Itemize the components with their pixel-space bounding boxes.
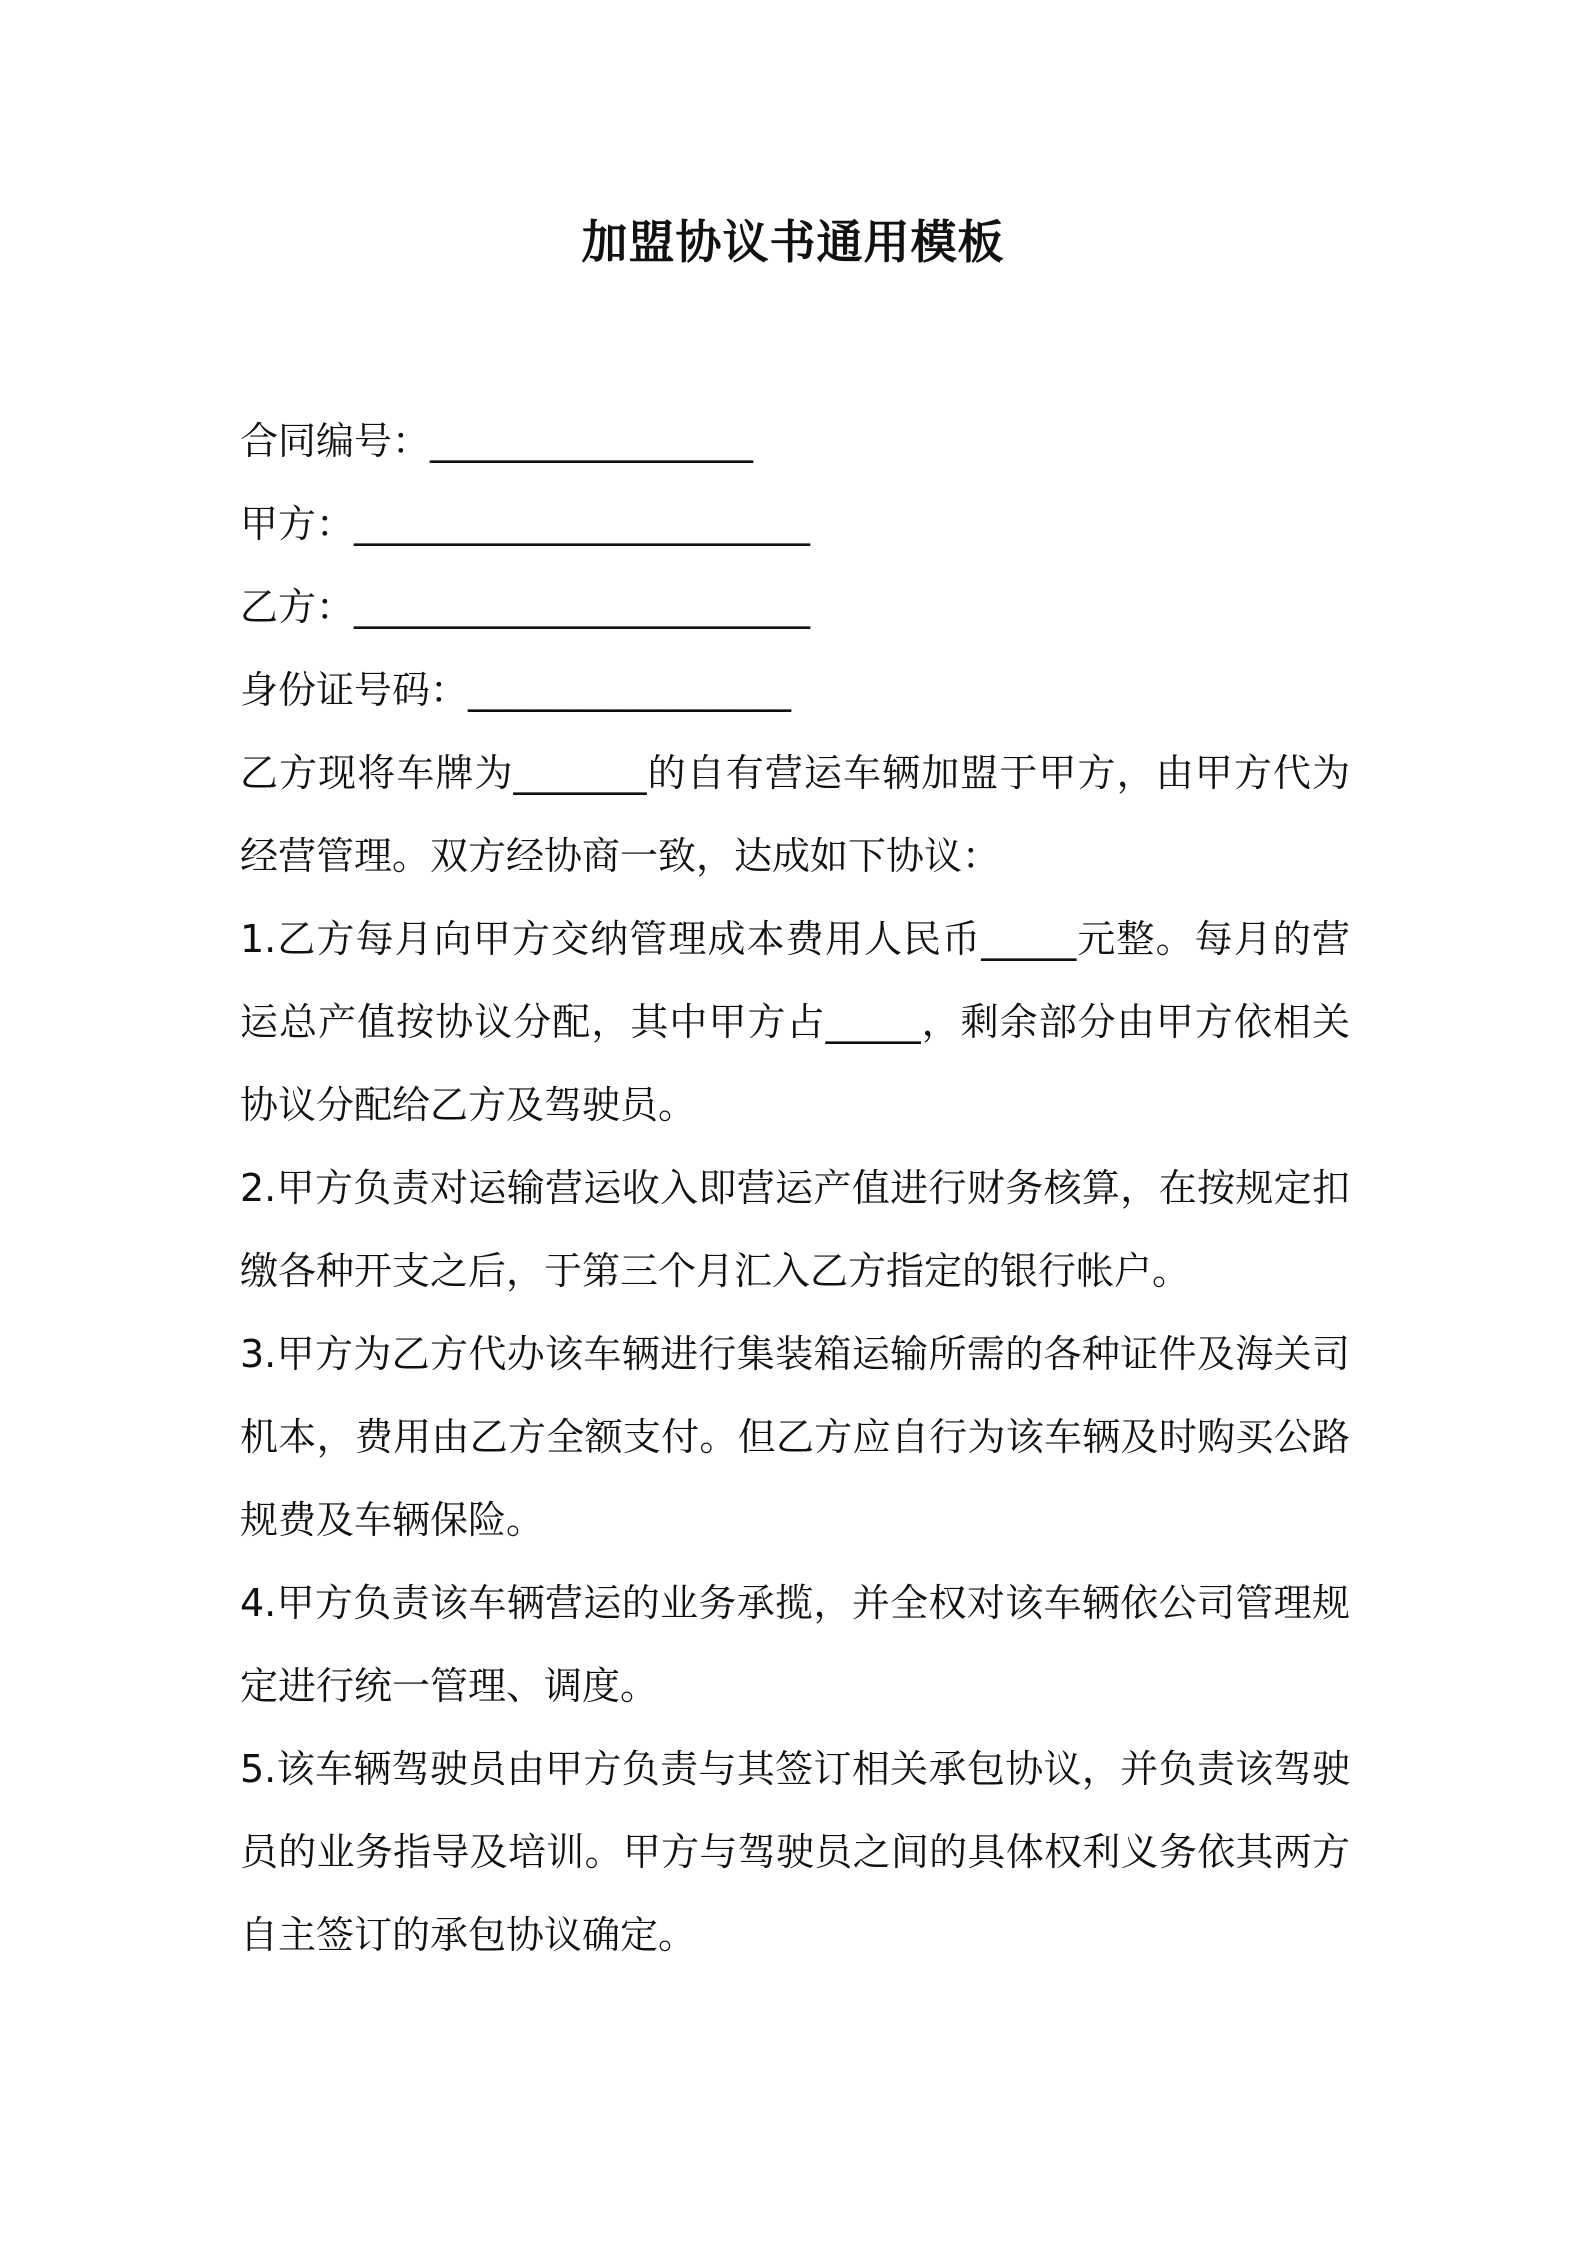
clause-4: 4.甲方负责该车辆营运的业务承揽，并全权对该车辆依公司管理规定进行统一管理、调度。 [240,1581,1350,1708]
field-label: 合同编号： [240,419,431,463]
field-blank: _________________ [468,668,792,712]
intro-paragraph: 乙方现将车牌为_______的自有营运车辆加盟于甲方，由甲方代为经营管理。双方经协商一致，达成如下协议： [240,751,1350,878]
document-title: 加盟协议书通用模板 [581,215,1005,269]
field-label: 身份证号码： [240,668,469,712]
field-label: 乙方： [240,585,355,629]
clause-3: 3.甲方为乙方代办该车辆进行集装箱运输所需的各种证件及海关司机本，费用由乙方全额支付。但乙方应自行为该车辆及时购买公路规费及车辆保险。 [240,1332,1350,1542]
field-blank: _________________ [430,419,754,463]
party-b-field [240,566,1350,649]
field-blank: ________________________ [354,502,811,546]
id-number-field [240,649,1350,732]
clause-2: 2.甲方负责对运输营运收入即营运产值进行财务核算，在按规定扣缴各种开支之后，于第三个月汇入乙方指定的银行帐户。 [240,1166,1350,1293]
clause-5: 5.该车辆驾驶员由甲方负责与其签订相关承包协议，并负责该驾驶员的业务指导及培训。甲方与驾驶员之间的具体权利义务依其两方自主签订的承包协议确定。 [240,1747,1350,1957]
clause-1: 1.乙方每月向甲方交纳管理成本费用人民币_____元整。每月的营运总产值按协议分配，其中甲方占_____，剩余部分由甲方依相关协议分配给乙方及驾驶员。 [240,917,1350,1127]
field-label: 甲方： [240,502,355,546]
party-a-field [240,483,1350,566]
contract-number-field [240,400,1350,483]
document-body [240,400,1350,1977]
field-blank: ________________________ [354,585,811,629]
